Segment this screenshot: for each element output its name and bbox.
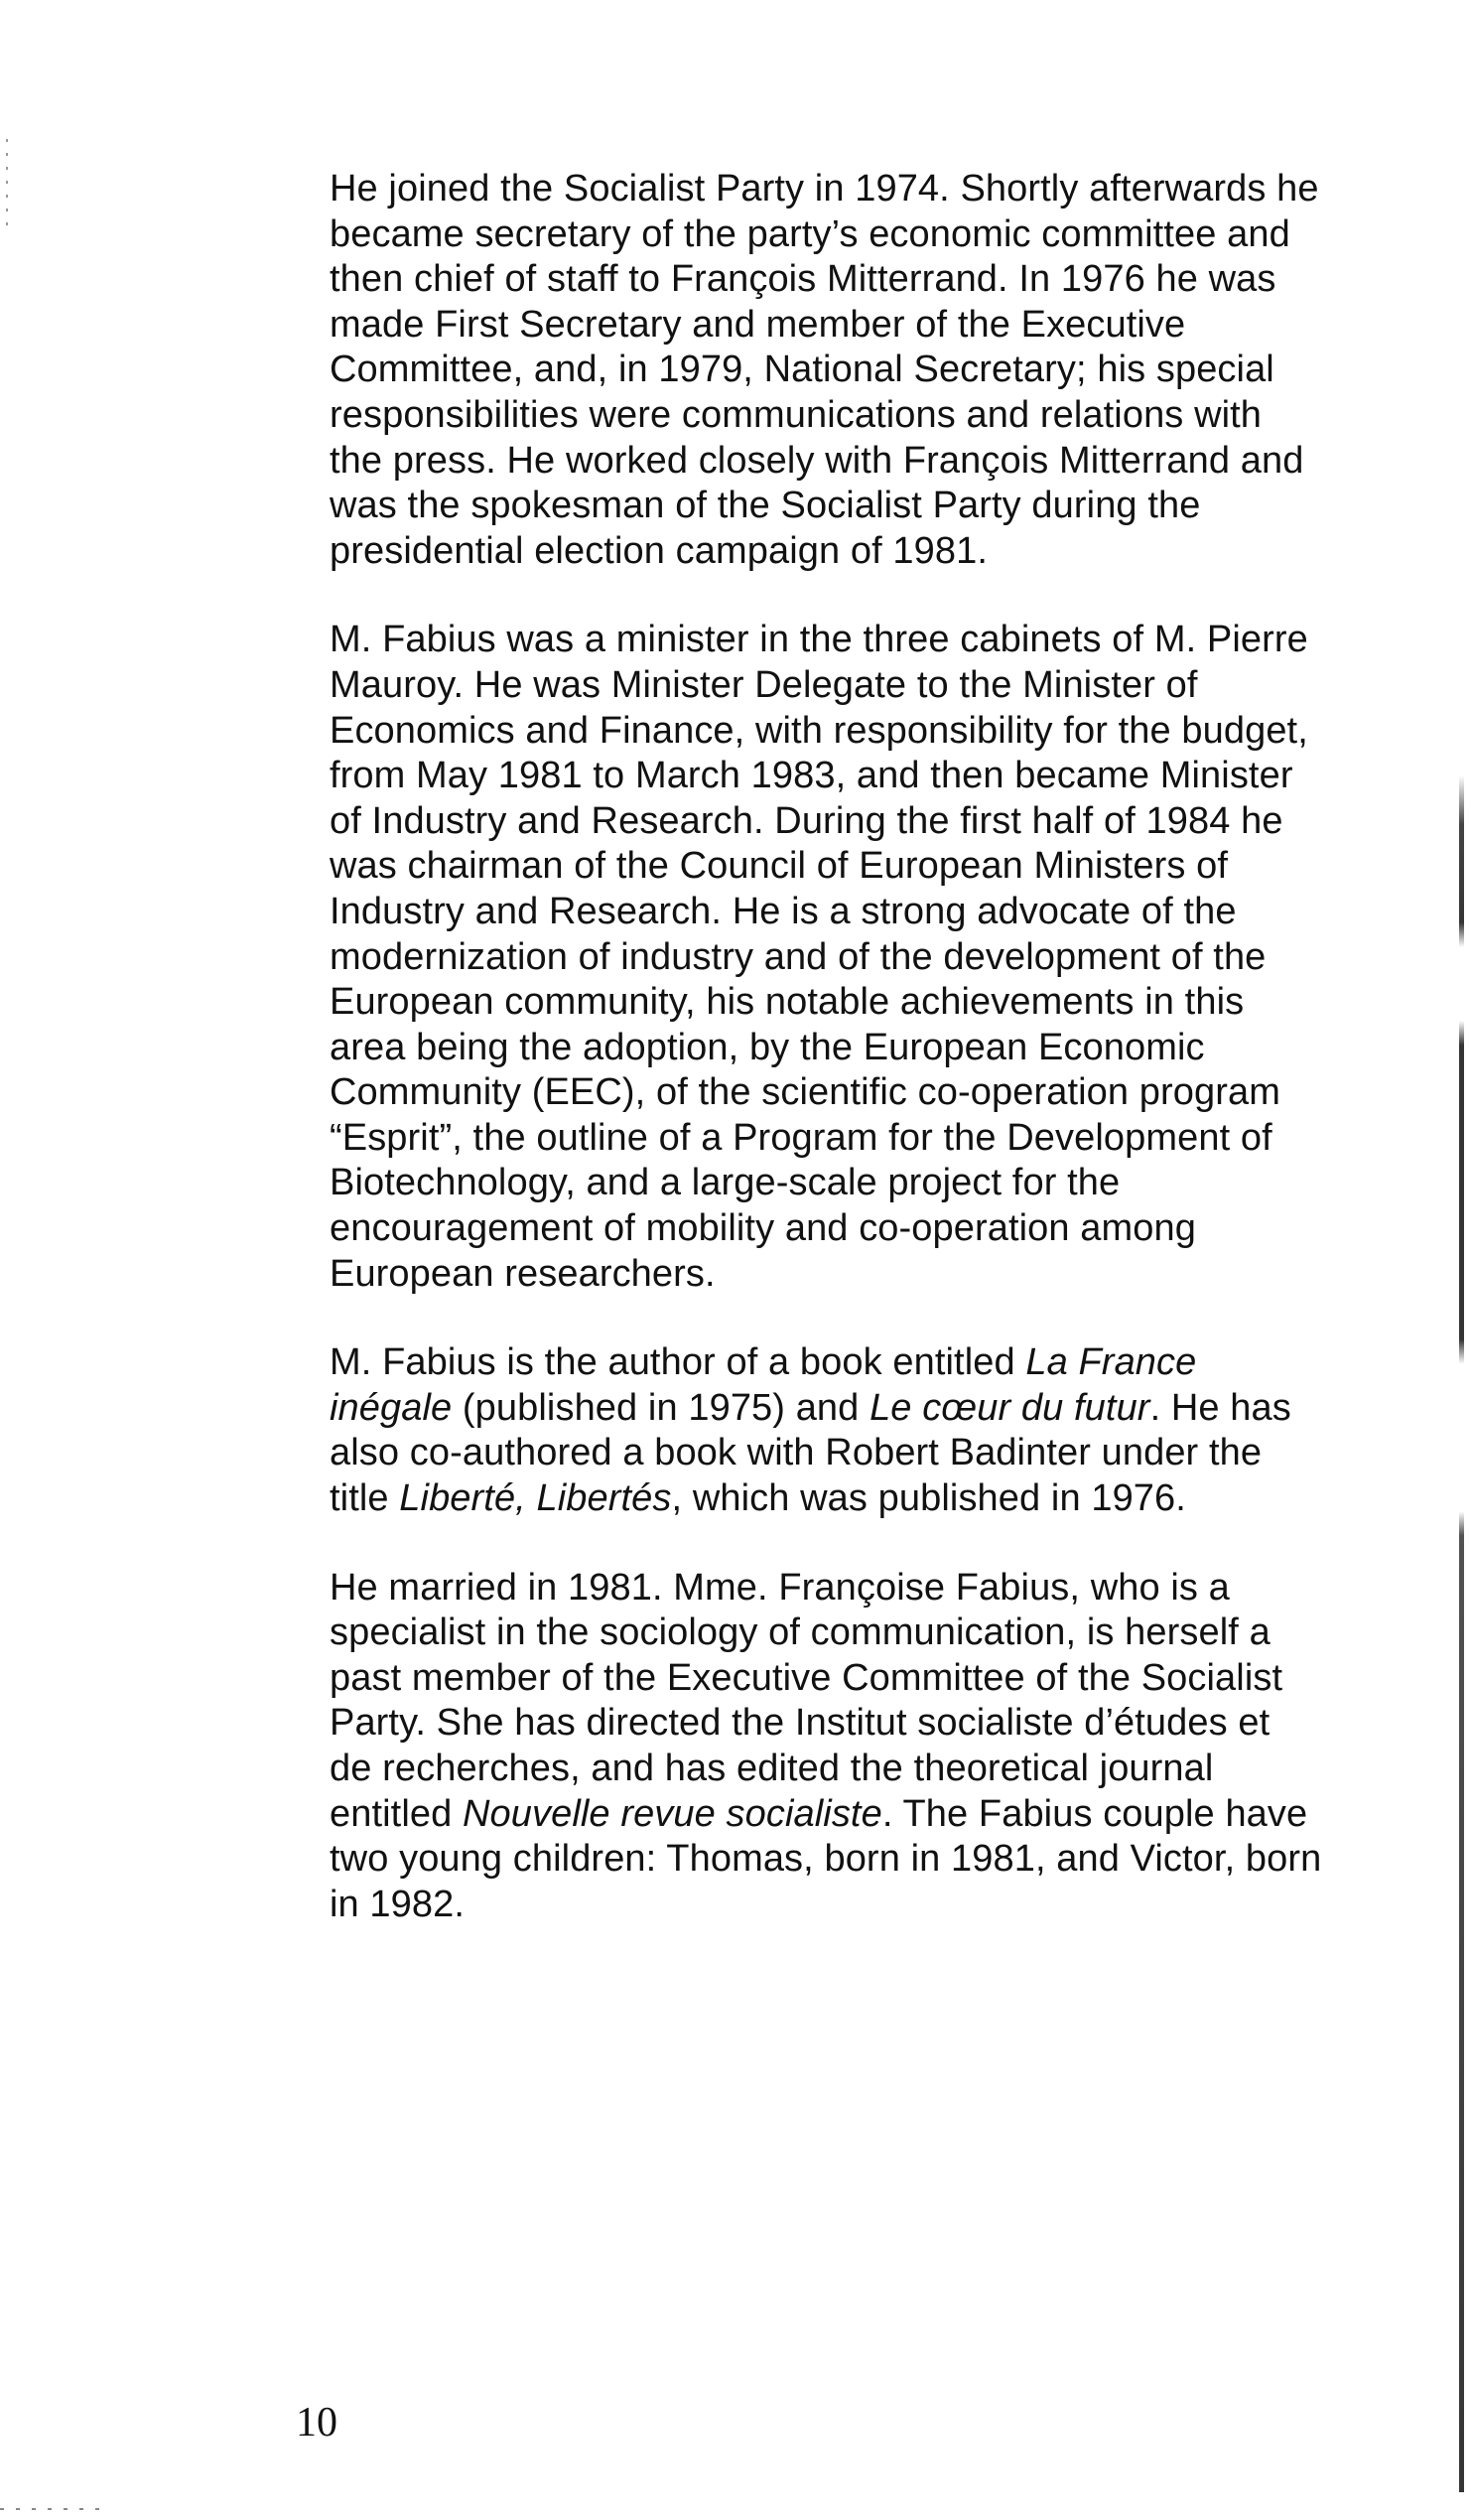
paragraph-4-text-a: He married in 1981. Mme. Françoise Fabius, who is a specialist in the sociology of communication, is herself a past member of the Executive Committee of the Socialist Party. She has directed the Institut socialiste d’études et de recherches, and has edited the theoretical journal entitled — [330, 1566, 1283, 1835]
paragraph-3 — [330, 1340, 1322, 1521]
paragraph-3-text-b: (published in 1975) and — [452, 1386, 870, 1429]
scan-edge-bottom — [0, 2508, 99, 2510]
book-title-la-france-inegale: La France inégale — [330, 1341, 1197, 1429]
paragraph-4 — [330, 1566, 1322, 1928]
paragraph-3-text-a: M. Fabius is the author of a book entitled — [330, 1341, 1026, 1384]
paragraph-3-text-d: , which was published in 1976. — [671, 1477, 1186, 1520]
paragraph-3-text-c: . He has also co-authored a book with Robert Badinter under the title — [330, 1386, 1291, 1520]
book-title-liberte-libertes: Liberté, Libertés — [399, 1477, 672, 1520]
scan-edge-right — [1459, 40, 1464, 2492]
paragraph-2-text: M. Fabius was a minister in the three cabinets of M. Pierre Mauroy. He was Minister Delegate to the Minister of Economics and Finance, with responsibility for the budget, from May 1981 to March 1983, and then became Minister of Industry and Research. During the first half of 1984 he was chairman of the Council of European Ministers of Industry and Research. He is a strong advocate of the modernization of industry and of the development of the European community, his notable achievements in this area being the adoption, by the European Economic Community (EEC), of the scientific co-operation program “Esprit”, the outline of a Program for the Development of Biotechnology, and a large-scale project for the encouragement of mobility and co-operation among European researchers. — [330, 619, 1308, 1295]
paragraph-1 — [330, 167, 1322, 574]
paragraph-1-text: He joined the Socialist Party in 1974. Shortly afterwards he became secretary of the party’s economic committee and then chief of staff to François Mitterrand. In 1976 he was made First Secretary and member of the Executive Committee, and, in 1979, National Secretary; his special responsibilities were communications and relations with the press. He worked closely with François Mitterrand and was the spokesman of the Socialist Party during the presidential election campaign of 1981. — [330, 168, 1319, 572]
scan-edge-left — [6, 139, 8, 228]
journal-title-nouvelle-revue-socialiste: Nouvelle revue socialiste — [463, 1792, 882, 1835]
book-title-le-coeur-du-futur: Le cœur du futur — [869, 1386, 1150, 1429]
page-number: 10 — [296, 2400, 337, 2446]
paragraph-2 — [330, 618, 1322, 1297]
body-text — [330, 167, 1322, 1971]
paragraph-4-text-b: . The Fabius couple have two young children: Thomas, born in 1981, and Victor, born in 1982. — [330, 1792, 1322, 1925]
